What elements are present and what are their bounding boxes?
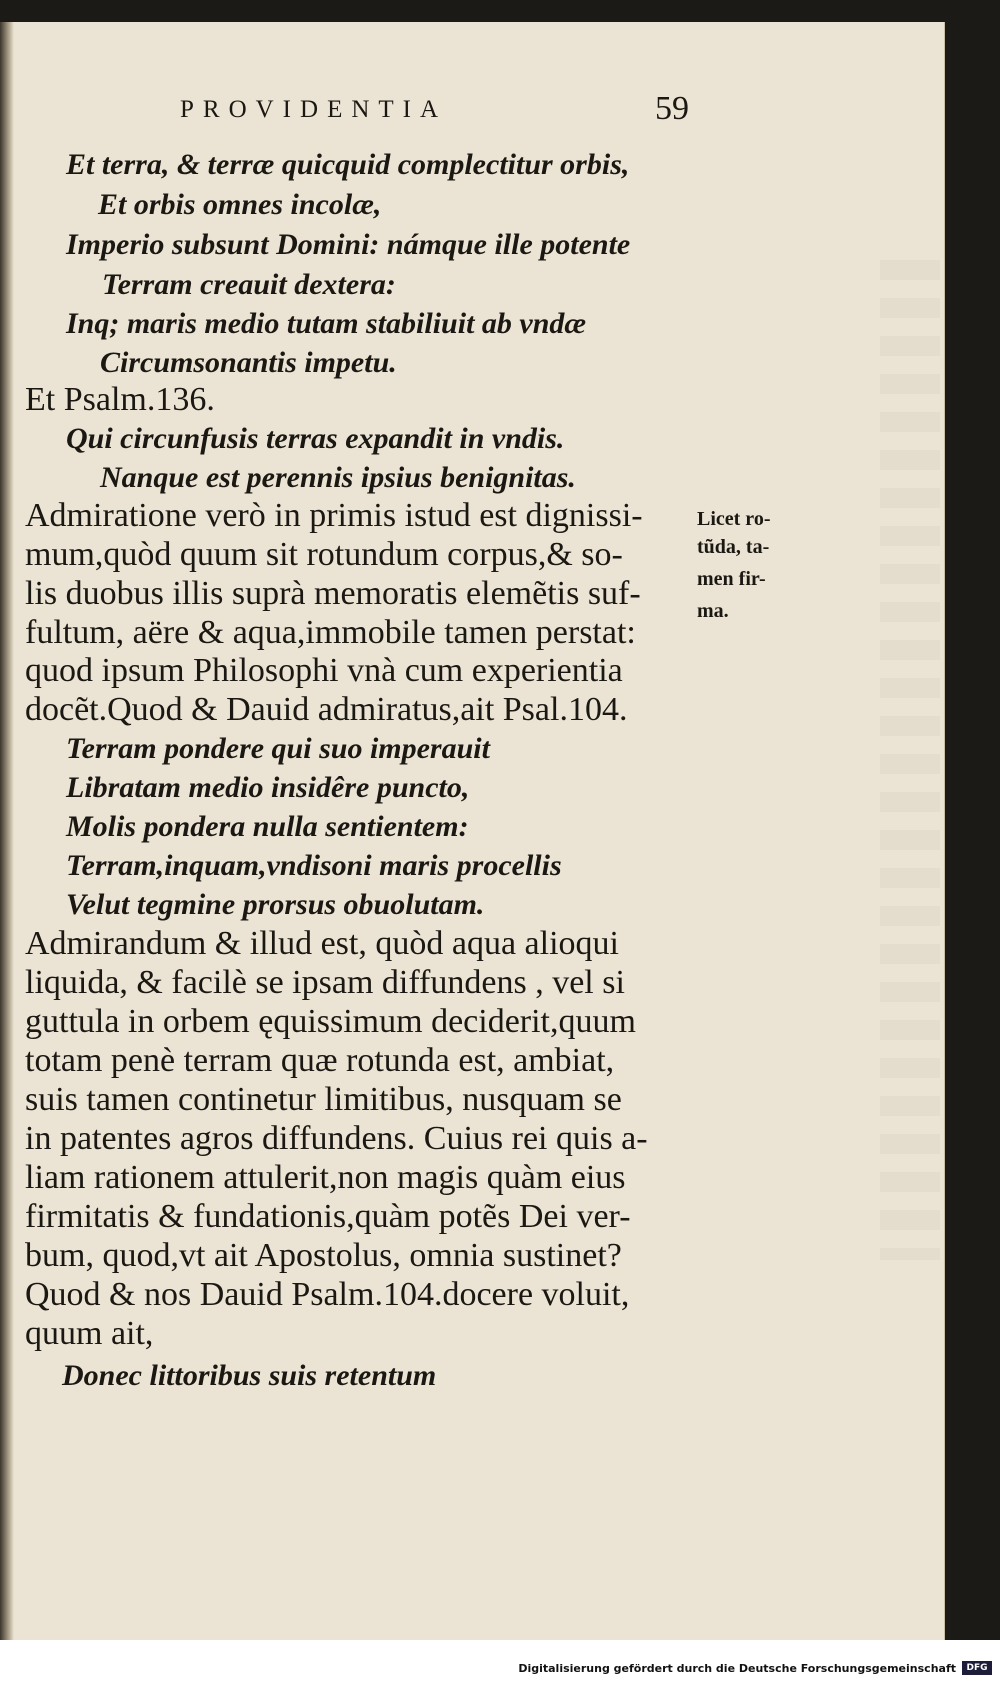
text-line: in patentes agros diffundens. Cuius rei quis a- [25,1120,648,1157]
text-line: Terram,inquam,vndisoni maris procellis [66,849,562,882]
text-line: bum, quod,vt ait Apostolus, omnia sustinet? [25,1237,622,1274]
text-line: suis tamen continetur limitibus, nusquam se [25,1081,622,1118]
text-line: Circumsonantis impetu. [100,346,397,379]
text-line: lis duobus illis suprà memoratis elemẽtis suf- [25,575,641,612]
text-line: Et Psalm.136. [25,381,215,418]
text-line: Qui circunfusis terras expandit in vndis. [66,422,565,455]
marginal-note-line: ma. [697,600,729,622]
text-line: quod ipsum Philosophi vnà cum experientia [25,652,623,689]
text-line: firmitatis & fundationis,quàm potẽs Dei ver- [25,1198,631,1235]
text-line: Admiratione verò in primis istud est dignissi- [25,497,643,534]
text-line: Donec littoribus suis retentum [62,1359,437,1392]
text-line: quum ait, [25,1315,154,1352]
text-line: Molis pondera nulla sentientem: [66,810,469,843]
text-line: Imperio subsunt Domini: námque ille potente [66,228,631,261]
text-line: totam penè terram quæ rotunda est, ambiat, [25,1042,615,1079]
marginal-note-line: Licet ro- [697,508,771,530]
text-line: Admirandum & illud est, quòd aqua alioqui [25,925,619,962]
text-line: Nanque est perennis ipsius benignitas. [100,461,576,494]
marginal-note-line: tũda, ta- [697,536,770,558]
digitization-credit: Digitalisierung gefördert durch die Deutsche Forschungsgemeinschaft [518,1662,956,1675]
page-number: 59 [655,90,689,127]
text-line: Terram creauit dextera: [102,268,396,301]
text-line: Quod & nos Dauid Psalm.104.docere voluit, [25,1276,630,1313]
text-line: fultum, aëre & aqua,immobile tamen perstat: [25,614,636,651]
text-line: Terram pondere qui suo imperauit [66,732,490,765]
marginal-note-line: men fir- [697,568,766,590]
text-line: guttula in orbem ęquissimum deciderit,quum [25,1003,636,1040]
text-line: Et orbis omnes incolæ, [98,188,382,221]
text-line: liam rationem attulerit,non magis quàm eius [25,1159,626,1196]
text-line: Velut tegmine prorsus obuolutam. [66,888,485,921]
running-header-title: PROVIDENTIA [180,96,448,123]
page-gutter [0,22,14,1640]
text-line: liquida, & facilè se ipsam diffundens , vel si [25,964,625,1001]
text-line: Et terra, & terræ quicquid complectitur orbis, [66,148,630,181]
show-through-text [880,260,940,1260]
text-line: mum,quòd quum sit rotundum corpus,& so- [25,536,623,573]
text-line: Libratam medio insidêre puncto, [66,771,470,804]
text-line: docẽt.Quod & Dauid admiratus,ait Psal.104. [25,691,628,728]
dfg-logo: DFG [962,1661,992,1675]
text-line: Inq; maris medio tutam stabiliuit ab vndæ [66,307,587,340]
